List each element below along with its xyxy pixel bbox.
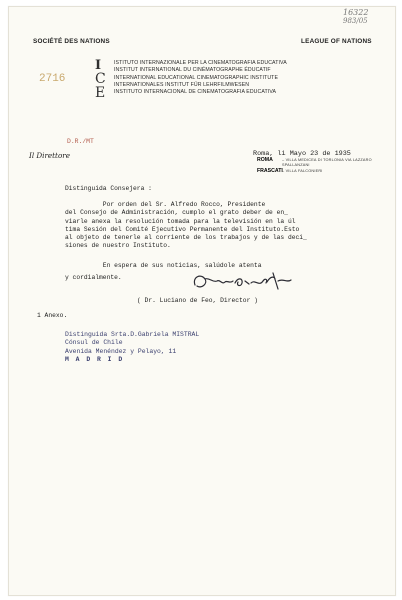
recipient-line: Avenida Menéndez y Pelayo, 11 (65, 347, 177, 355)
reference-stamp: 2716 (39, 73, 66, 85)
sender-title: Il Direttore (29, 151, 70, 160)
institute-line-en: INTERNATIONAL EDUCATIONAL CINEMATOGRAPHIC INSTITUTE (114, 74, 279, 81)
logo-letter-e: E (95, 85, 106, 101)
body-line: del Consejo de Administración, cumplo el grato deber de en_ (65, 209, 288, 217)
body-line: Por orden del Sr. Alfredo Rocco, Presidente (65, 201, 266, 208)
letter-page (8, 6, 396, 596)
address-frascati (257, 168, 374, 174)
logo-letter-i: I (95, 58, 102, 73)
institute-line-de: INTERNATIONALES INSTITUT FÜR LEHRFILMWESEN (114, 81, 250, 88)
closing-line: En espera de sus noticias, salúdole atenta (65, 262, 262, 269)
signatory-name: ( Dr. Luciano de Feo, Director ) (137, 297, 258, 304)
institute-line-es: INSTITUTO INTERNACIONAL DE CINEMATOGRAFIA EDUCATIVA (114, 89, 277, 96)
body-paragraph (65, 201, 307, 251)
address-detail: – VILLA MEDICEA DI TORLONIA VIA LAZZARO SPALLANZANI (282, 158, 372, 167)
address-city: FRASCATI (257, 168, 283, 174)
institute-names (114, 60, 287, 96)
body-line: tima Sesión del Comité Ejecutivo Permanente del Instituto.Esto (65, 225, 300, 233)
handwritten-signature (189, 269, 301, 295)
archive-marks (343, 9, 368, 25)
recipient-line: M A D R I D (65, 355, 124, 363)
archive-mark-1: 16322 (343, 8, 369, 17)
recipient-line: Cónsul de Chile (65, 339, 123, 347)
body-line: viarle anexa la resolución tomada para la televisión en la úl (65, 217, 296, 225)
recipient-line: Distinguida Srta.D.Gabriela MISTRAL (65, 331, 200, 338)
enclosure-note: 1 Anexo. (37, 312, 68, 319)
address-block (257, 157, 374, 174)
recipient-address (65, 331, 199, 364)
logo-letter-c: C (95, 71, 106, 87)
body-line: al objeto de tenerle al corriente de los trabajos y de las deci_ (65, 234, 307, 242)
closing-line: y cordialmente. (65, 274, 122, 282)
header-left: SOCIÉTÉ DES NATIONS (33, 38, 110, 45)
address-detail: – VILLA FALCONIERI (282, 169, 323, 173)
address-rome (257, 157, 374, 166)
typist-initials: D.R./MT (67, 138, 94, 145)
address-city: ROMA (257, 157, 273, 163)
institute-line-fr: INSTITUT INTERNATIONAL DU CINÉMATOGRAPHE ÉDUCATIF (114, 67, 271, 74)
archive-mark-2: 983/05 (343, 17, 368, 25)
institute-line-it: ISTITUTO INTERNAZIONALE PER LA CINEMATOGRAFIA EDUCATIVA (114, 60, 287, 66)
body-line: siones de nuestro Instituto. (65, 242, 171, 250)
header-right: LEAGUE OF NATIONS (301, 38, 372, 45)
salutation: Distinguida Consejera : (65, 185, 152, 192)
date-line: Roma, li Mayo 23 de 1935 (253, 150, 351, 158)
